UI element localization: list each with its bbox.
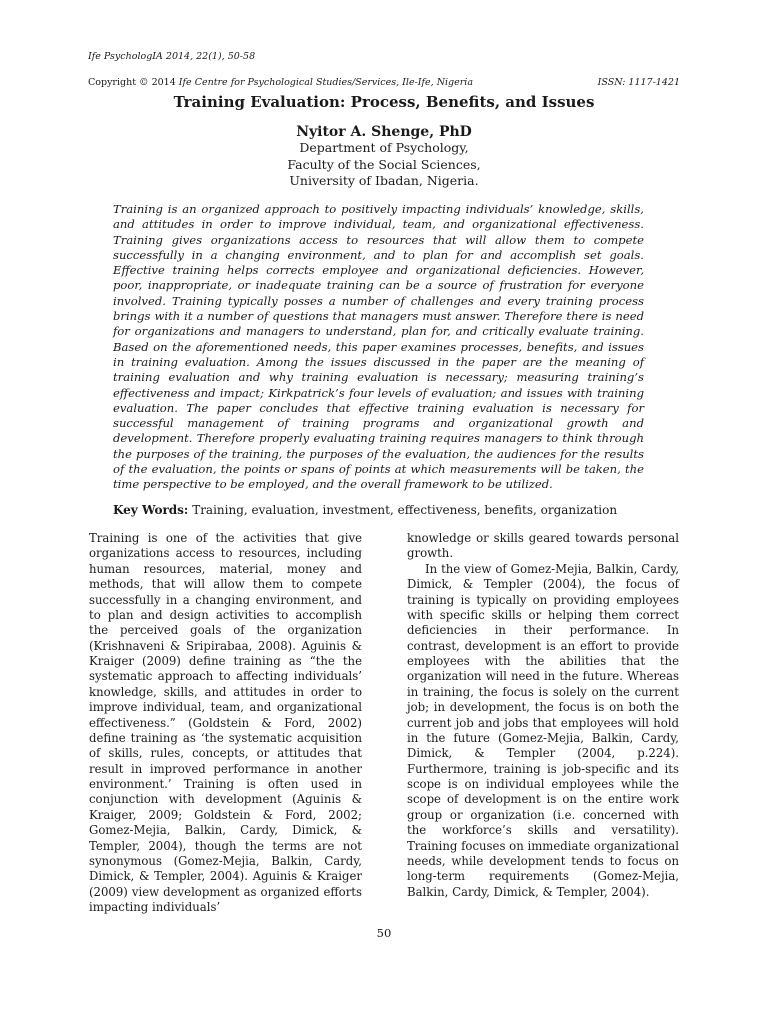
body-left-column (89, 531, 362, 915)
body-paragraph: knowledge or skills geared towards personal growth. (407, 531, 679, 561)
author-name: Nyitor A. Shenge, PhD (296, 124, 472, 140)
issn: ISSN: 1117-1421 (597, 77, 680, 88)
author-affiliation (0, 140, 768, 190)
copyright-line (88, 77, 680, 89)
body-paragraph: In the view of Gomez-Mejia, Balkin, Cardy, Dimick, & Templer (2004), the focus of training is typically on providing employees with specific skills or helping them correct deficiencies in their performance. In contrast, development is an effort to provide employees with the abilities that the organization will need in the future. Whereas in training, the focus is solely on the current job; in development, the focus is on both the current job and jobs that employees will hold in the future (Gomez-Mejia, Balkin, Cardy, Dimick, & Templer (2004, p.224). Furthermore, training is job-specific and its scope is on individual employees while the scope of development is on the entire work group or organization (i.e. concerned with the workforce’s skills and versatility). Training focuses on immediate organizational needs, while development tends to focus on long-term requirements (Gomez-Mejia, Balkin, Cardy, Dimick, & Templer, 2004). (407, 561, 679, 899)
body-right-column (407, 531, 679, 900)
copyright-label: Copyright © 2014 (88, 77, 176, 88)
copyright-text (88, 77, 473, 89)
keywords (113, 503, 673, 518)
paper-title: Training Evaluation: Process, Benefits, and Issues (173, 93, 595, 111)
abstract: Training is an organized approach to positively impacting individuals’ knowledge, skills, and attitudes in order to improve individual, team, and organizational effectiveness. Training gives organizations access to resources that will allow them to compete successfully in a changing environment, and to plan for and accomplish set goals. Effective training helps corrects employee and organizational deficiencies. However, poor, inappropriate, or inadequate training can be a source of frustration for everyone involved. Training typically posses a number of challenges and every training process brings with it a number of questions that managers must answer. Therefore there is need for organizations and managers to understand, plan for, and critically evaluate training. Based on the aforementioned needs, this paper examines processes, benefits, and issues in training evaluation. Among the issues discussed in the paper are the meaning of training evaluation and why training evaluation is necessary; measuring training’s effectiveness and impact; Kirkpatrick’s four levels of evaluation; and issues with training evaluation. The paper concludes that effective training evaluation is necessary for successful management of training programs and organizational growth and development. Therefore properly evaluating training requires managers to think through the purposes of the training, the purposes of the evaluation, the audiences for the results of the evaluation, the points or spans of points at which measurements will be taken, the time perspective to be employed, and the overall framework to be utilized. (113, 202, 644, 492)
journal-citation: Ife PsychologIA 2014, 22(1), 50-58 (88, 51, 256, 62)
keywords-label: Key Words: (113, 503, 189, 517)
affiliation-line: Faculty of the Social Sciences, (287, 156, 481, 172)
copyright-org: Ife Centre for Psychological Studies/Services, Ile-Ife, Nigeria (178, 77, 474, 88)
affiliation-line: University of Ibadan, Nigeria. (289, 173, 479, 188)
body-paragraph: Training is one of the activities that give organizations access to resources, including human resources, material, money and methods, that will allow them to compete successfully in a changing environment, and to plan and design activities to accomplish the perceived goals of the organization (Krishnaveni & Sripirabaa, 2008). Aguinis & Kraiger (2009) define training as “the the systematic approach to affecting individuals’ knowledge, skills, and attitudes in order to improve individual, team, and organizational effectiveness.” (Goldstein & Ford, 2002) define training as ‘the systematic acquisition of skills, rules, concepts, or attitudes that result in improved performance in another environment.’ Training is often used in conjunction with development (Aguinis & Kraiger, 2009; Goldstein & Ford, 2002; Gomez-Mejia, Balkin, Cardy, Dimick, & Templer, 2004), though the terms are not synonymous (Gomez-Mejia, Balkin, Cardy, Dimick, & Templer, 2004). Aguinis & Kraiger (2009) view development as organized efforts impacting individuals’ (89, 531, 362, 914)
page-number: 50 (376, 926, 392, 940)
affiliation-line: Department of Psychology, (299, 140, 469, 155)
keywords-text: Training, evaluation, investment, effectiveness, benefits, organization (192, 503, 618, 517)
